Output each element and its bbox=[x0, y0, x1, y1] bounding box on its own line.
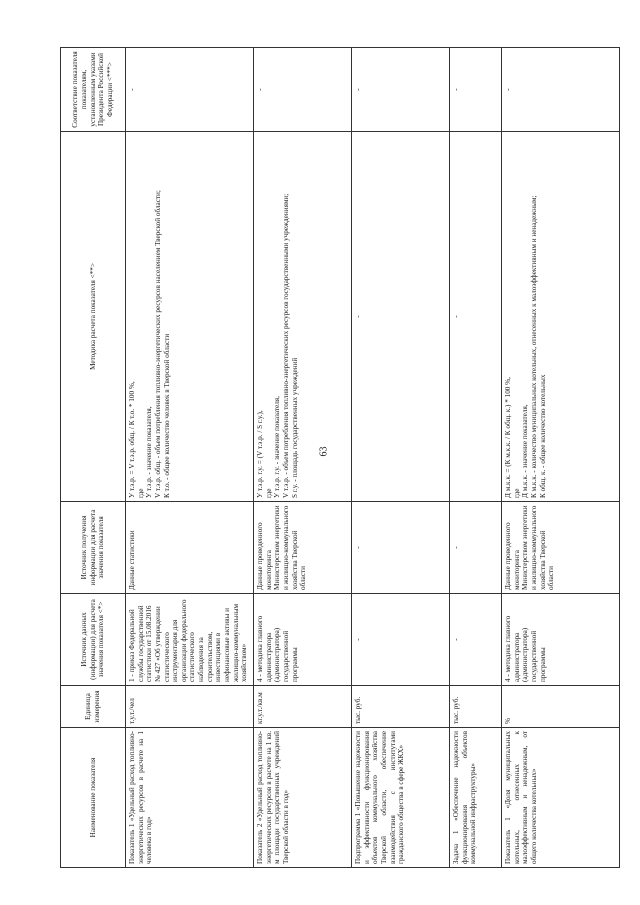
unit-cell: тыс. руб. bbox=[450, 686, 502, 728]
header-presidential-match: Соответствие показателя показателям, установленным указами Президента Российской Федерации <***> bbox=[61, 48, 126, 132]
info-source-cell: Данные статистики bbox=[126, 502, 254, 594]
method-cell: - bbox=[450, 132, 502, 502]
info-source-cell: - bbox=[450, 502, 502, 594]
method-line: У т.э.р. г.у. = (V т.э.р. / S г.у.), bbox=[256, 410, 264, 498]
page-number: 63 bbox=[318, 446, 330, 457]
table-row bbox=[254, 48, 352, 868]
data-source-cell: 1 - приказ Федеральной службы государственной статистики от 15.08.2016 № 427 «Об утверждении статистического инструментария для организации федерального статистического наблюдения за строительством, инвестициями в нефинансовые активы и жилищно-коммунальным хозяйством» bbox=[126, 594, 254, 686]
method-line: Д м.к.к. = (К м.к.к. / К общ. к.) * 100 %, bbox=[504, 377, 512, 498]
method-line: У т.э.р. - значение показателя, bbox=[145, 406, 154, 498]
method-line: Д м.к.к. - значение показателя, bbox=[521, 404, 530, 498]
table-row bbox=[126, 48, 254, 868]
method-cell bbox=[254, 132, 352, 502]
presidential-match-cell: - bbox=[502, 48, 620, 132]
unit-cell: тыс. руб. bbox=[352, 686, 450, 728]
indicator-table-sheet bbox=[60, 48, 620, 868]
method-line: где bbox=[264, 488, 273, 498]
indicator-name-cell: Показатель 1 «Удельный расход топливно-энергетических ресурсов в расчете на 1 человека в год» bbox=[126, 728, 254, 868]
method-cell: - bbox=[352, 132, 450, 502]
presidential-match-cell: - bbox=[254, 48, 352, 132]
data-source-cell: 4 - методика главного администратора (администратора) государственной программы bbox=[502, 594, 620, 686]
method-line: К м.к.к. - количество муниципальных котельных, отнесенных к малоэффективным и ненадежным; bbox=[529, 195, 538, 498]
method-line: У т.э.р. г.у. - значение показателя, bbox=[273, 396, 282, 498]
info-source-cell: - bbox=[352, 502, 450, 594]
table-row bbox=[502, 48, 620, 868]
unit-cell: % bbox=[502, 686, 620, 728]
method-cell bbox=[502, 132, 620, 502]
data-source-cell: - bbox=[450, 594, 502, 686]
header-info-source: Источник получения информации для расчета значения показателя bbox=[61, 502, 126, 594]
info-source-cell: Данные проведенного мониторинга Министерством энергетики и жилищно-коммунального хозяйства Тверской области bbox=[502, 502, 620, 594]
table-row bbox=[450, 48, 502, 868]
unit-cell: кг.у.т./кв.м bbox=[254, 686, 352, 728]
method-line: S г.у. - площадь государственных учреждений bbox=[290, 357, 299, 498]
indicator-name-cell: Задача 1 «Обеспечение надежности функционирования объектов коммунальной инфраструктуры» bbox=[450, 728, 502, 868]
presidential-match-cell: - bbox=[352, 48, 450, 132]
method-line: К т.о. - общее количество человек в Тверской области bbox=[162, 333, 171, 498]
header-unit: Единица измерения bbox=[61, 686, 126, 728]
method-line: У т.э.р. = V т.э.р. общ. / К т.о. * 100 %, bbox=[128, 381, 136, 498]
indicator-name-cell: Показатель 2 «Удельный расход топливно-энергетических ресурсов в расчете на 1 кв. м площади государственных учреждений Тверской области в год» bbox=[254, 728, 352, 868]
table-header-row bbox=[61, 48, 126, 868]
header-indicator-name: Наименование показателя bbox=[61, 728, 126, 868]
data-source-cell: - bbox=[352, 594, 450, 686]
info-source-cell: Данные проведенного мониторинга Министерством энергетики и жилищно-коммунального хозяйства Тверской области bbox=[254, 502, 352, 594]
method-line: К общ. к. - общее количество котельных bbox=[538, 374, 547, 498]
presidential-match-cell: - bbox=[126, 48, 254, 132]
method-line: V т.э.р. - объем потребления топливно-энергетических ресурсов государственными учреждениями; bbox=[281, 193, 290, 498]
header-data-source: Источник данных (информации) для расчета значения показателя <*> bbox=[61, 594, 126, 686]
indicator-table bbox=[60, 47, 620, 868]
header-method: Методика расчета показателя <**> bbox=[61, 132, 126, 502]
method-line: V т.э.р. общ. - объем потребления топливно-энергетических ресурсов населением Тверской области; bbox=[153, 190, 162, 498]
table-row bbox=[352, 48, 450, 868]
method-line: где bbox=[136, 488, 145, 498]
indicator-name-cell: Показатель 1 «Доля муниципальных котельных, отнесенных к малоэффективным и ненадежным, от общего количества котельных» bbox=[502, 728, 620, 868]
method-cell bbox=[126, 132, 254, 502]
indicator-name-cell: Подпрограмма 1 «Повышение надежности и эффективности функционирования объектов коммунального хозяйства Тверской области, обеспечение взаимодействия с институтами гражданского общества в сфере ЖКХ» bbox=[352, 728, 450, 868]
data-source-cell: 4 - методика главного администратора (администратора) государственной программы bbox=[254, 594, 352, 686]
presidential-match-cell: - bbox=[450, 48, 502, 132]
method-line: где bbox=[512, 488, 521, 498]
unit-cell: т.у.т./чел bbox=[126, 686, 254, 728]
